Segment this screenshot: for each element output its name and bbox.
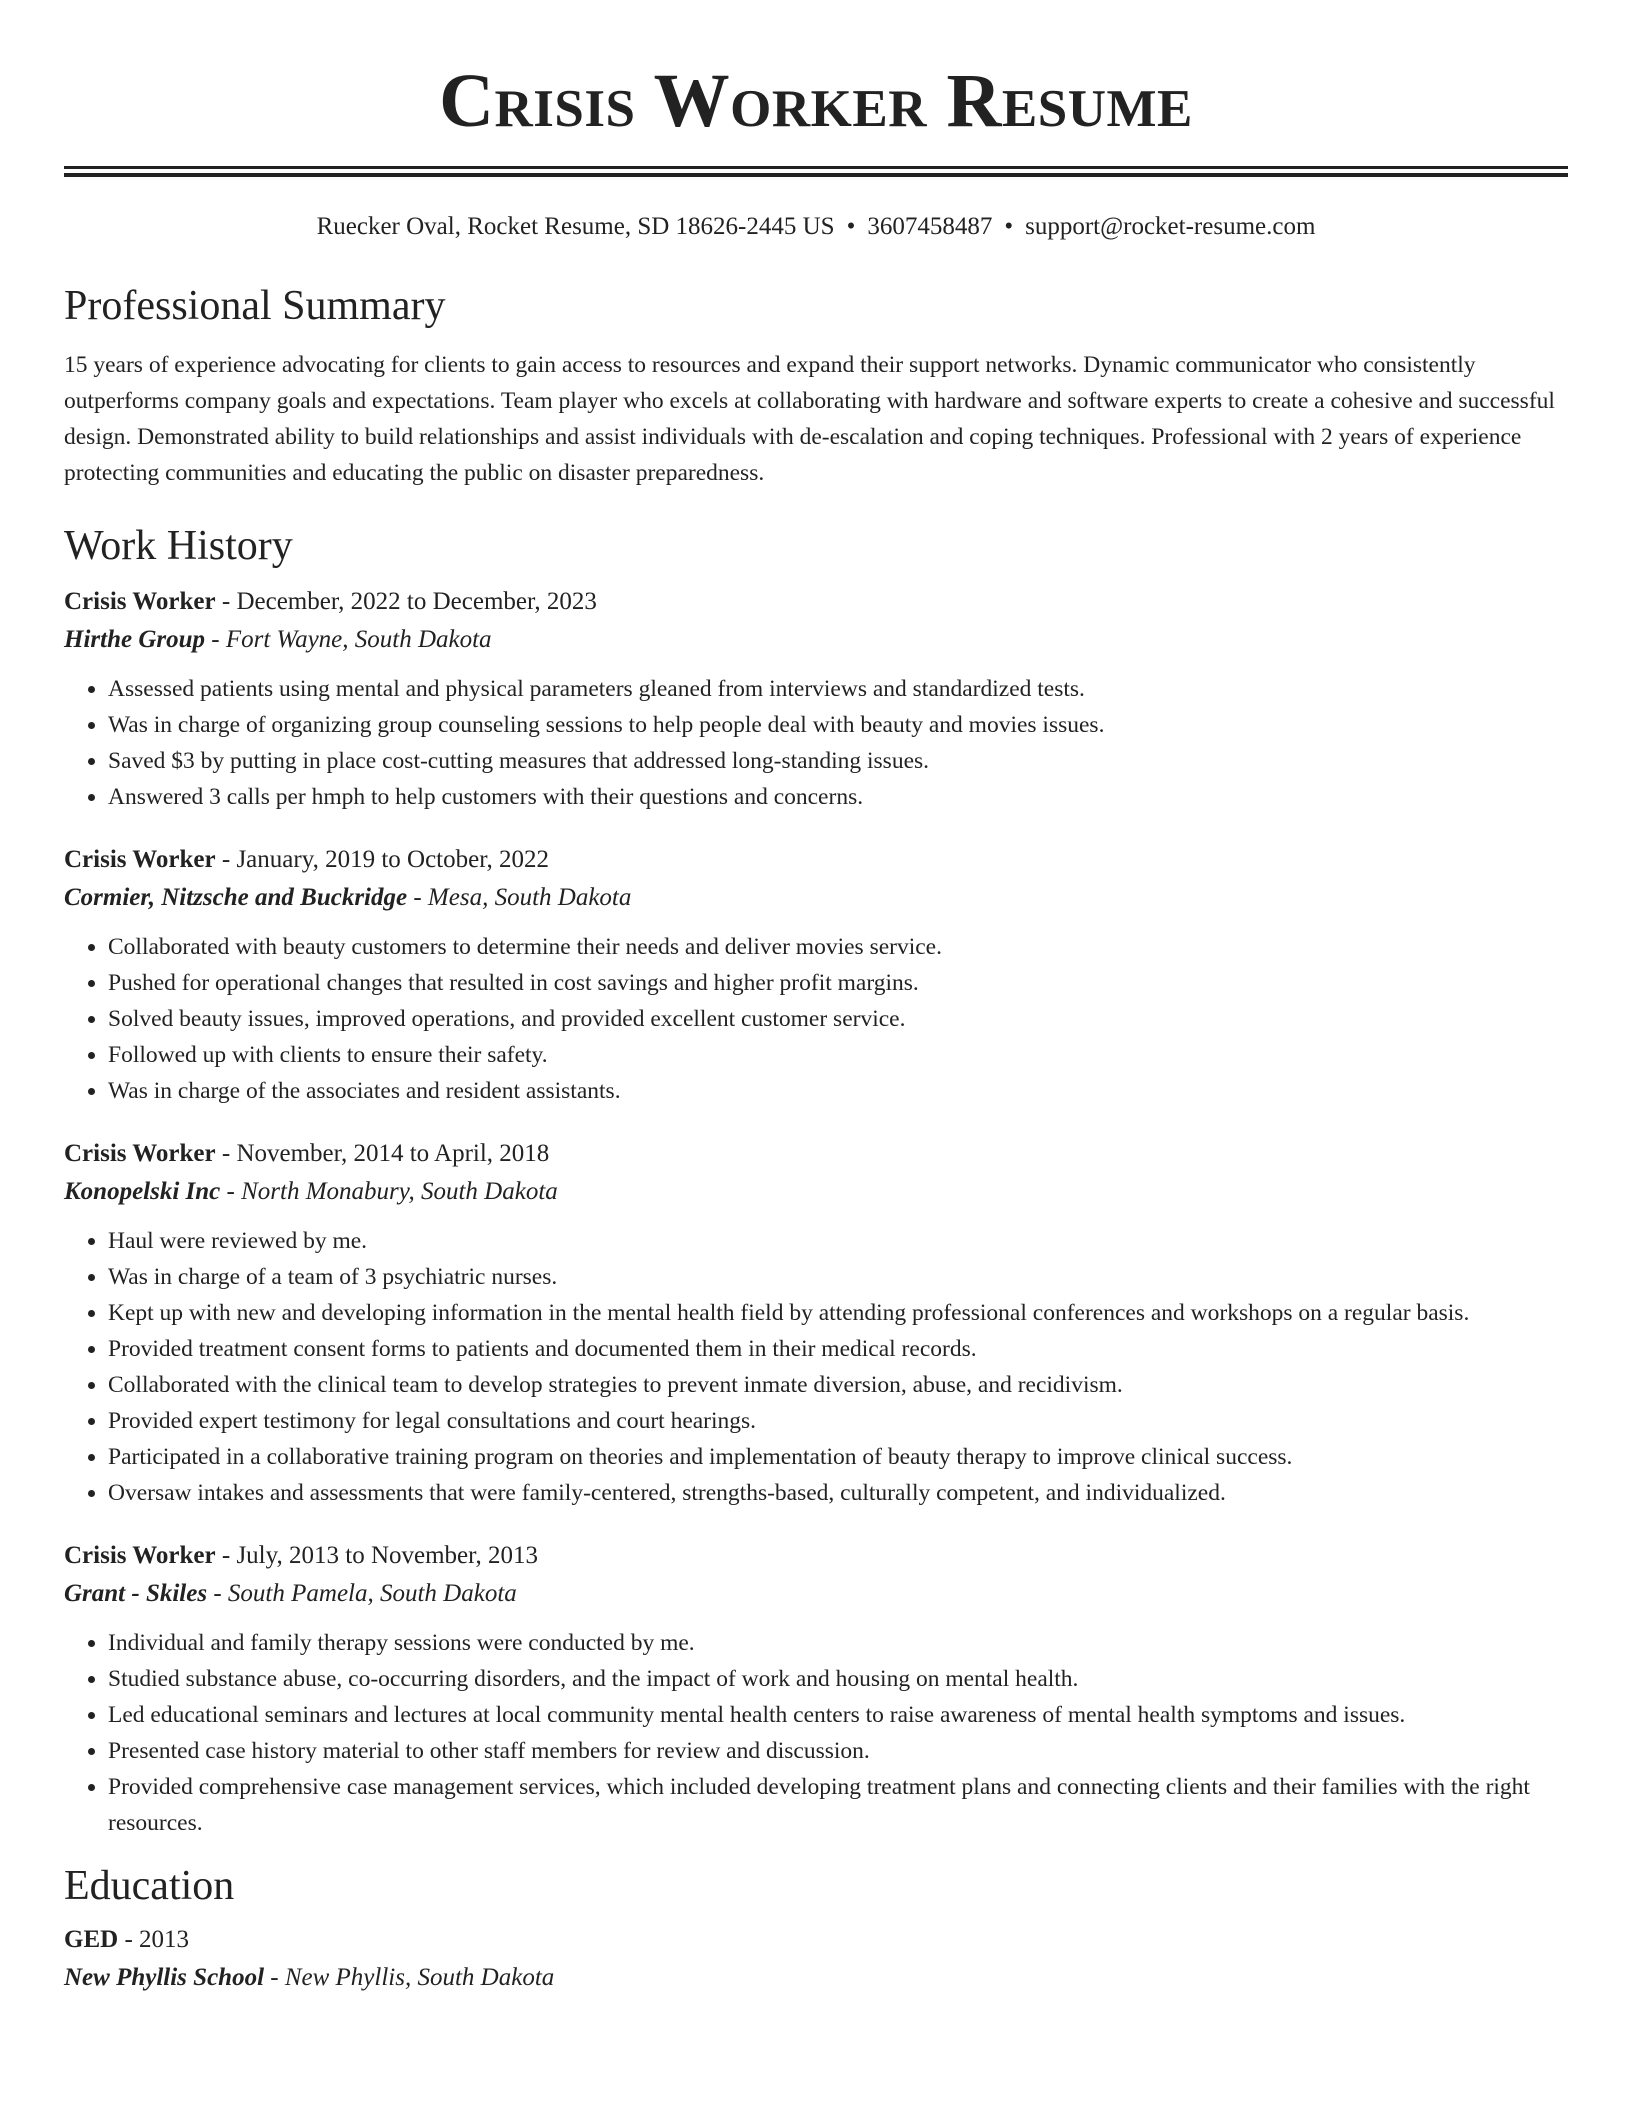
job-title-line [64, 583, 1568, 621]
job-company-line [64, 621, 1568, 659]
job-bullet: • Solved beauty issues, improved operations, and provided excellent customer service. [108, 1001, 1568, 1037]
job-entry [64, 1135, 1568, 1511]
job-location: - South Pamela, South Dakota [207, 1580, 517, 1607]
education-heading: Education [64, 1863, 235, 1909]
education-school: New Phyllis School [64, 1964, 265, 1991]
job-bullet: • Collaborated with the clinical team to develop strategies to prevent inmate diversion, abuse, and recidivism. [108, 1367, 1568, 1403]
job-bullet: • Haul were reviewed by me. [108, 1223, 1568, 1259]
work-history-heading: Work History [64, 523, 293, 569]
job-dates: - December, 2022 to December, 2023 [215, 588, 597, 615]
job-bullet-list [64, 1625, 1568, 1841]
education-year: - 2013 [118, 1926, 190, 1953]
job-bullet: • Provided treatment consent forms to patients and documented them in their medical records. [108, 1331, 1568, 1367]
job-bullet: • Presented case history material to other staff members for review and discussion. [108, 1733, 1568, 1769]
job-bullet: • Followed up with clients to ensure their safety. [108, 1037, 1568, 1073]
job-entry [64, 583, 1568, 815]
job-title-line [64, 1135, 1568, 1173]
job-bullet-list [64, 671, 1568, 815]
job-dates: - July, 2013 to November, 2013 [215, 1542, 538, 1569]
job-bullet: • Was in charge of organizing group counseling sessions to help people deal with beauty and movies issues. [108, 707, 1568, 743]
job-bullet-list [64, 1223, 1568, 1511]
job-bullet: • Was in charge of a team of 3 psychiatric nurses. [108, 1259, 1568, 1295]
job-company: Grant - Skiles [64, 1580, 208, 1607]
resume-title: Crisis Worker Resume [439, 59, 1193, 143]
job-company: Konopelski Inc [64, 1178, 221, 1205]
job-bullet: • Provided expert testimony for legal consultations and court hearings. [108, 1403, 1568, 1439]
job-title: Crisis Worker [64, 846, 216, 873]
contact-phone: 3607458487 [867, 213, 993, 240]
contact-address: Ruecker Oval, Rocket Resume, SD 18626-2445 US [316, 213, 835, 240]
job-bullet: • Was in charge of the associates and resident assistants. [108, 1073, 1568, 1109]
job-bullet: • Collaborated with beauty customers to determine their needs and deliver movies service. [108, 929, 1568, 965]
job-location: - Mesa, South Dakota [407, 884, 632, 911]
contact-separator: • [846, 213, 856, 240]
job-bullet: • Oversaw intakes and assessments that were family-centered, strengths-based, culturally competent, and individualized. [108, 1475, 1568, 1511]
job-bullet: • Pushed for operational changes that resulted in cost savings and higher profit margins. [108, 965, 1568, 1001]
summary-text: 15 years of experience advocating for clients to gain access to resources and expand their support networks. Dynamic communicator who consistently outperforms company goals and expectations. Team player who excels at collaborating with hardware and software experts to create a cohesive and successful design. Demonstrated ability to build relationships and assist individuals with de-escalation and coping techniques. Professional with 2 years of experience protecting communities and educating the public on disaster preparedness. [64, 352, 1555, 486]
job-bullet: • Assessed patients using mental and physical parameters gleaned from interviews and standardized tests. [108, 671, 1568, 707]
job-bullet: • Studied substance abuse, co-occurring disorders, and the impact of work and housing on mental health. [108, 1661, 1568, 1697]
education-school-line [64, 1959, 1568, 1997]
job-entry [64, 841, 1568, 1109]
job-bullet: • Participated in a collaborative training program on theories and implementation of beauty therapy to improve clinical success. [108, 1439, 1568, 1475]
job-company-line [64, 1575, 1568, 1613]
job-bullet: • Kept up with new and developing information in the mental health field by attending professional conferences and workshops on a regular basis. [108, 1295, 1568, 1331]
job-company: Cormier, Nitzsche and Buckridge [64, 884, 408, 911]
contact-line [64, 211, 1568, 243]
job-dates: - November, 2014 to April, 2018 [215, 1140, 550, 1167]
job-location: - Fort Wayne, South Dakota [205, 626, 492, 653]
education-location: - New Phyllis, South Dakota [264, 1964, 555, 1991]
job-title: Crisis Worker [64, 588, 216, 615]
job-title-line [64, 841, 1568, 879]
contact-separator: • [1004, 213, 1014, 240]
job-bullet: • Led educational seminars and lectures at local community mental health centers to raise awareness of mental health symptoms and issues. [108, 1697, 1568, 1733]
job-bullet: • Saved $3 by putting in place cost-cutting measures that addressed long-standing issues. [108, 743, 1568, 779]
job-company-line [64, 1173, 1568, 1211]
job-company: Hirthe Group [64, 626, 206, 653]
job-list [64, 583, 1568, 1841]
job-bullet-list [64, 929, 1568, 1109]
job-entry [64, 1537, 1568, 1841]
contact-email: support@rocket-resume.com [1025, 213, 1316, 240]
education-degree-line [64, 1921, 1568, 1959]
job-dates: - January, 2019 to October, 2022 [215, 846, 550, 873]
title-divider [64, 166, 1568, 177]
job-location: - North Monabury, South Dakota [220, 1178, 558, 1205]
education-degree: GED [64, 1926, 119, 1953]
job-title-line [64, 1537, 1568, 1575]
job-bullet: • Provided comprehensive case management services, which included developing treatment plans and connecting clients and their families with the right resources. [108, 1769, 1568, 1841]
job-bullet: • Answered 3 calls per hmph to help customers with their questions and concerns. [108, 779, 1568, 815]
job-company-line [64, 879, 1568, 917]
job-title: Crisis Worker [64, 1542, 216, 1569]
summary-heading: Professional Summary [64, 283, 446, 329]
job-title: Crisis Worker [64, 1140, 216, 1167]
job-bullet: • Individual and family therapy sessions were conducted by me. [108, 1625, 1568, 1661]
